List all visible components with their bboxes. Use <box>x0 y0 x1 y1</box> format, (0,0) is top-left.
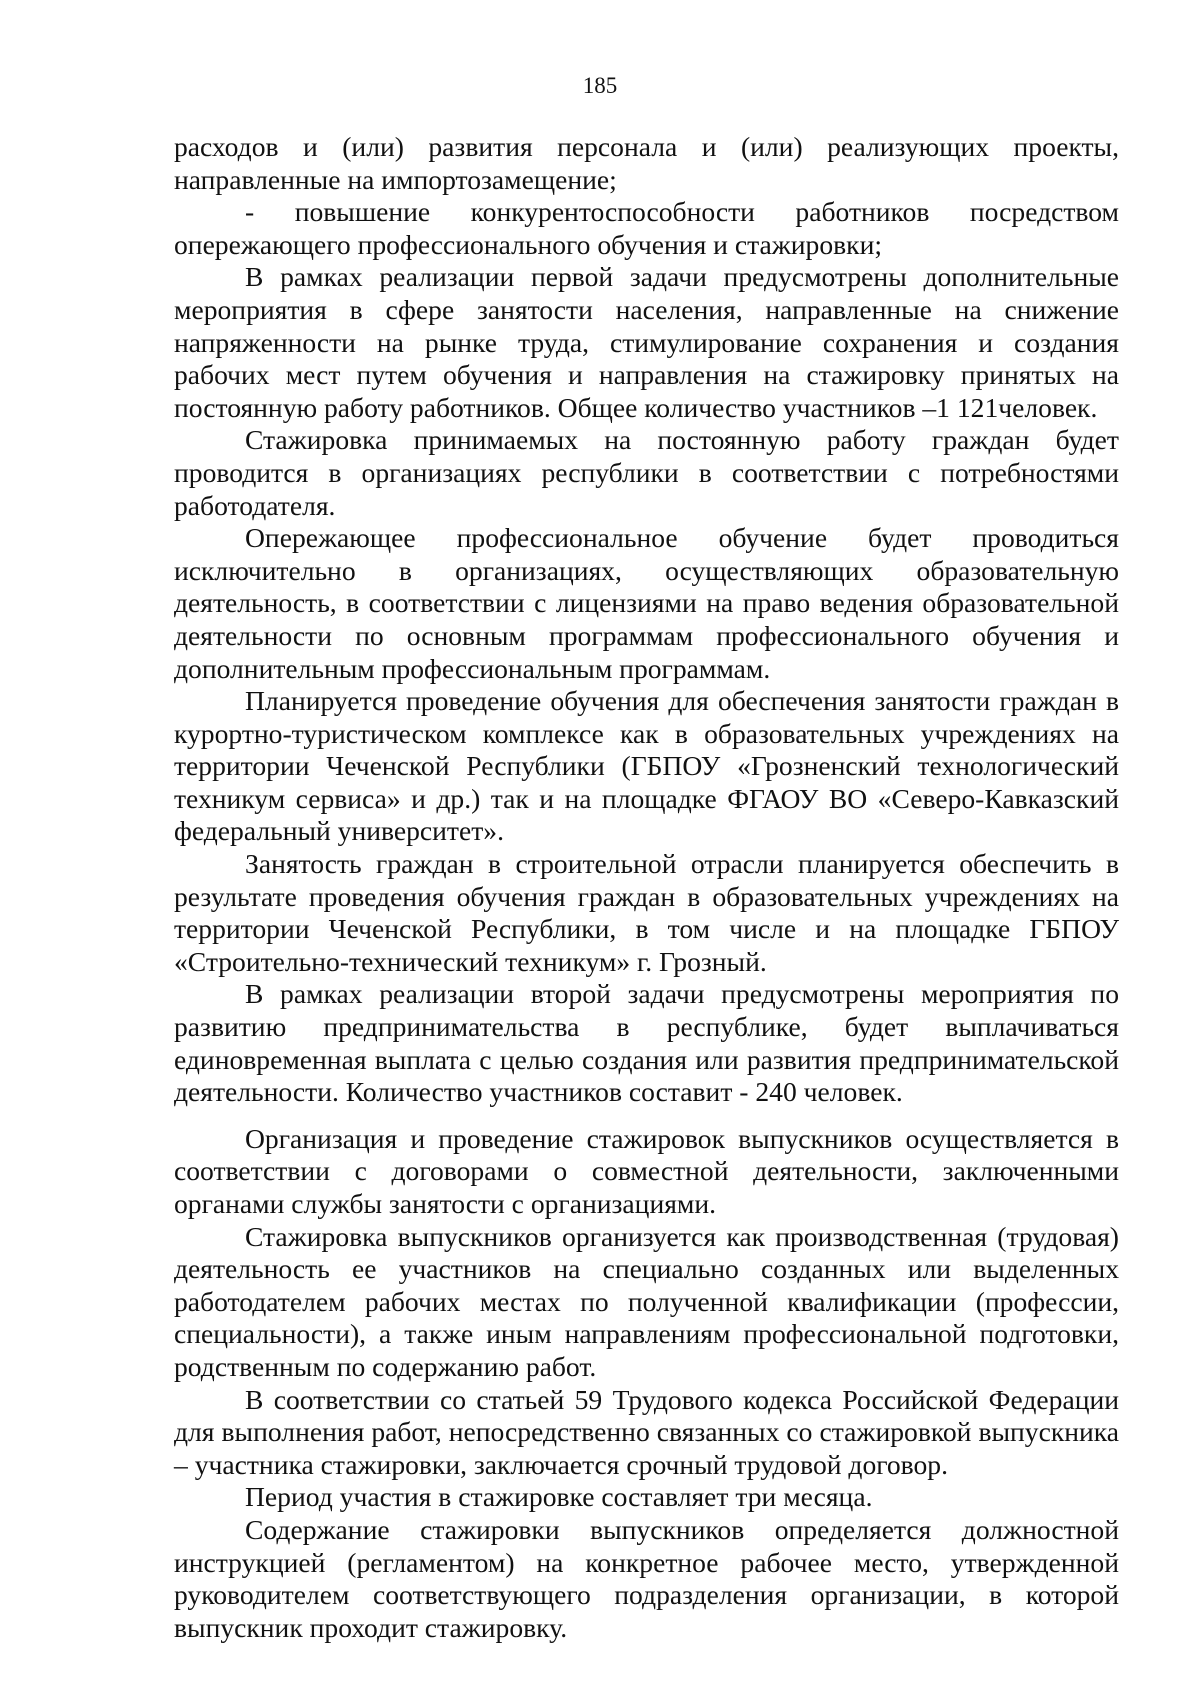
paragraph-internship-hiring: Стажировка принимаемых на постоянную работу граждан будет проводится в организациях республики в соответствии с потребностями работодателя. <box>174 424 1119 521</box>
document-body <box>174 131 1119 1644</box>
paragraph-labor-code: В соответствии со статьей 59 Трудового кодекса Российской Федерации для выполнения работ, непосредственно связанных со стажировкой выпускника – участника стажировки, заключается срочный трудовой договор. <box>174 1383 1119 1480</box>
paragraph-second-task: В рамках реализации второй задачи предусмотрены мероприятия по развитию предпринимательства в республике, будет выплачиваться единовременная выплата с целью создания или развития предпринимательской деятельности. Количество участников составит - 240 человек. <box>174 978 1119 1108</box>
paragraph-advanced-training: Опережающее профессиональное обучение будет проводиться исключительно в организациях, осуществляющих образовательную деятельность, в соответствии с лицензиями на право ведения образовательной деятельности по основным программам профессионального обучения и дополнительным профессиональным программам. <box>174 522 1119 684</box>
paragraph-bullet-competitiveness: - повышение конкурентоспособности работников посредством опережающего профессионального обучения и стажировки; <box>174 196 1119 260</box>
paragraph-first-task: В рамках реализации первой задачи предусмотрены дополнительные мероприятия в сфере занятости населения, направленные на снижение напряженности на рынке труда, стимулирование сохранения и создания рабочих мест путем обучения и направления на стажировку принятых на постоянную работу работников. Общее количество участников –1 121человек. <box>174 261 1119 423</box>
paragraph-graduate-internships: Организация и проведение стажировок выпускников осуществляется в соответствии с договорами о совместной деятельности, заключенными органами службы занятости с организациями. <box>174 1122 1119 1219</box>
paragraph-internship-content: Содержание стажировки выпускников определяется должностной инструкцией (регламентом) на конкретное рабочее место, утвержденной руководителем соответствующего подразделения организации, в которой выпускник проходит стажировку. <box>174 1513 1119 1643</box>
paragraph-tourism-training: Планируется проведение обучения для обеспечения занятости граждан в курортно-туристическом комплексе как в образовательных учреждениях на территории Чеченской Республики (ГБПОУ «Грозненский технологический техникум сервиса» и др.) так и на площадке ФГАОУ ВО «Северо-Кавказский федеральный университет». <box>174 685 1119 847</box>
page-number: 185 <box>582 73 618 98</box>
paragraph-internship-period: Период участия в стажировке составляет три месяца. <box>245 1481 873 1513</box>
paragraph-continuation: расходов и (или) развития персонала и (или) реализующих проекты, направленные на импортозамещение; <box>174 131 1119 195</box>
paragraph-construction-training: Занятость граждан в строительной отрасли планируется обеспечить в результате проведения обучения граждан в образовательных учреждениях на территории Чеченской Республики, в том числе и на площадке ГБПОУ «Строительно-технический техникум» г. Грозный. <box>174 848 1119 977</box>
paragraph-internship-organization: Стажировка выпускников организуется как производственная (трудовая) деятельность ее участников на специально созданных или выделенных работодателем рабочих местах по полученной квалификации (профессии, специальности), а также иным направлениям профессиональной подготовки, родственным по содержанию работ. <box>174 1220 1119 1382</box>
